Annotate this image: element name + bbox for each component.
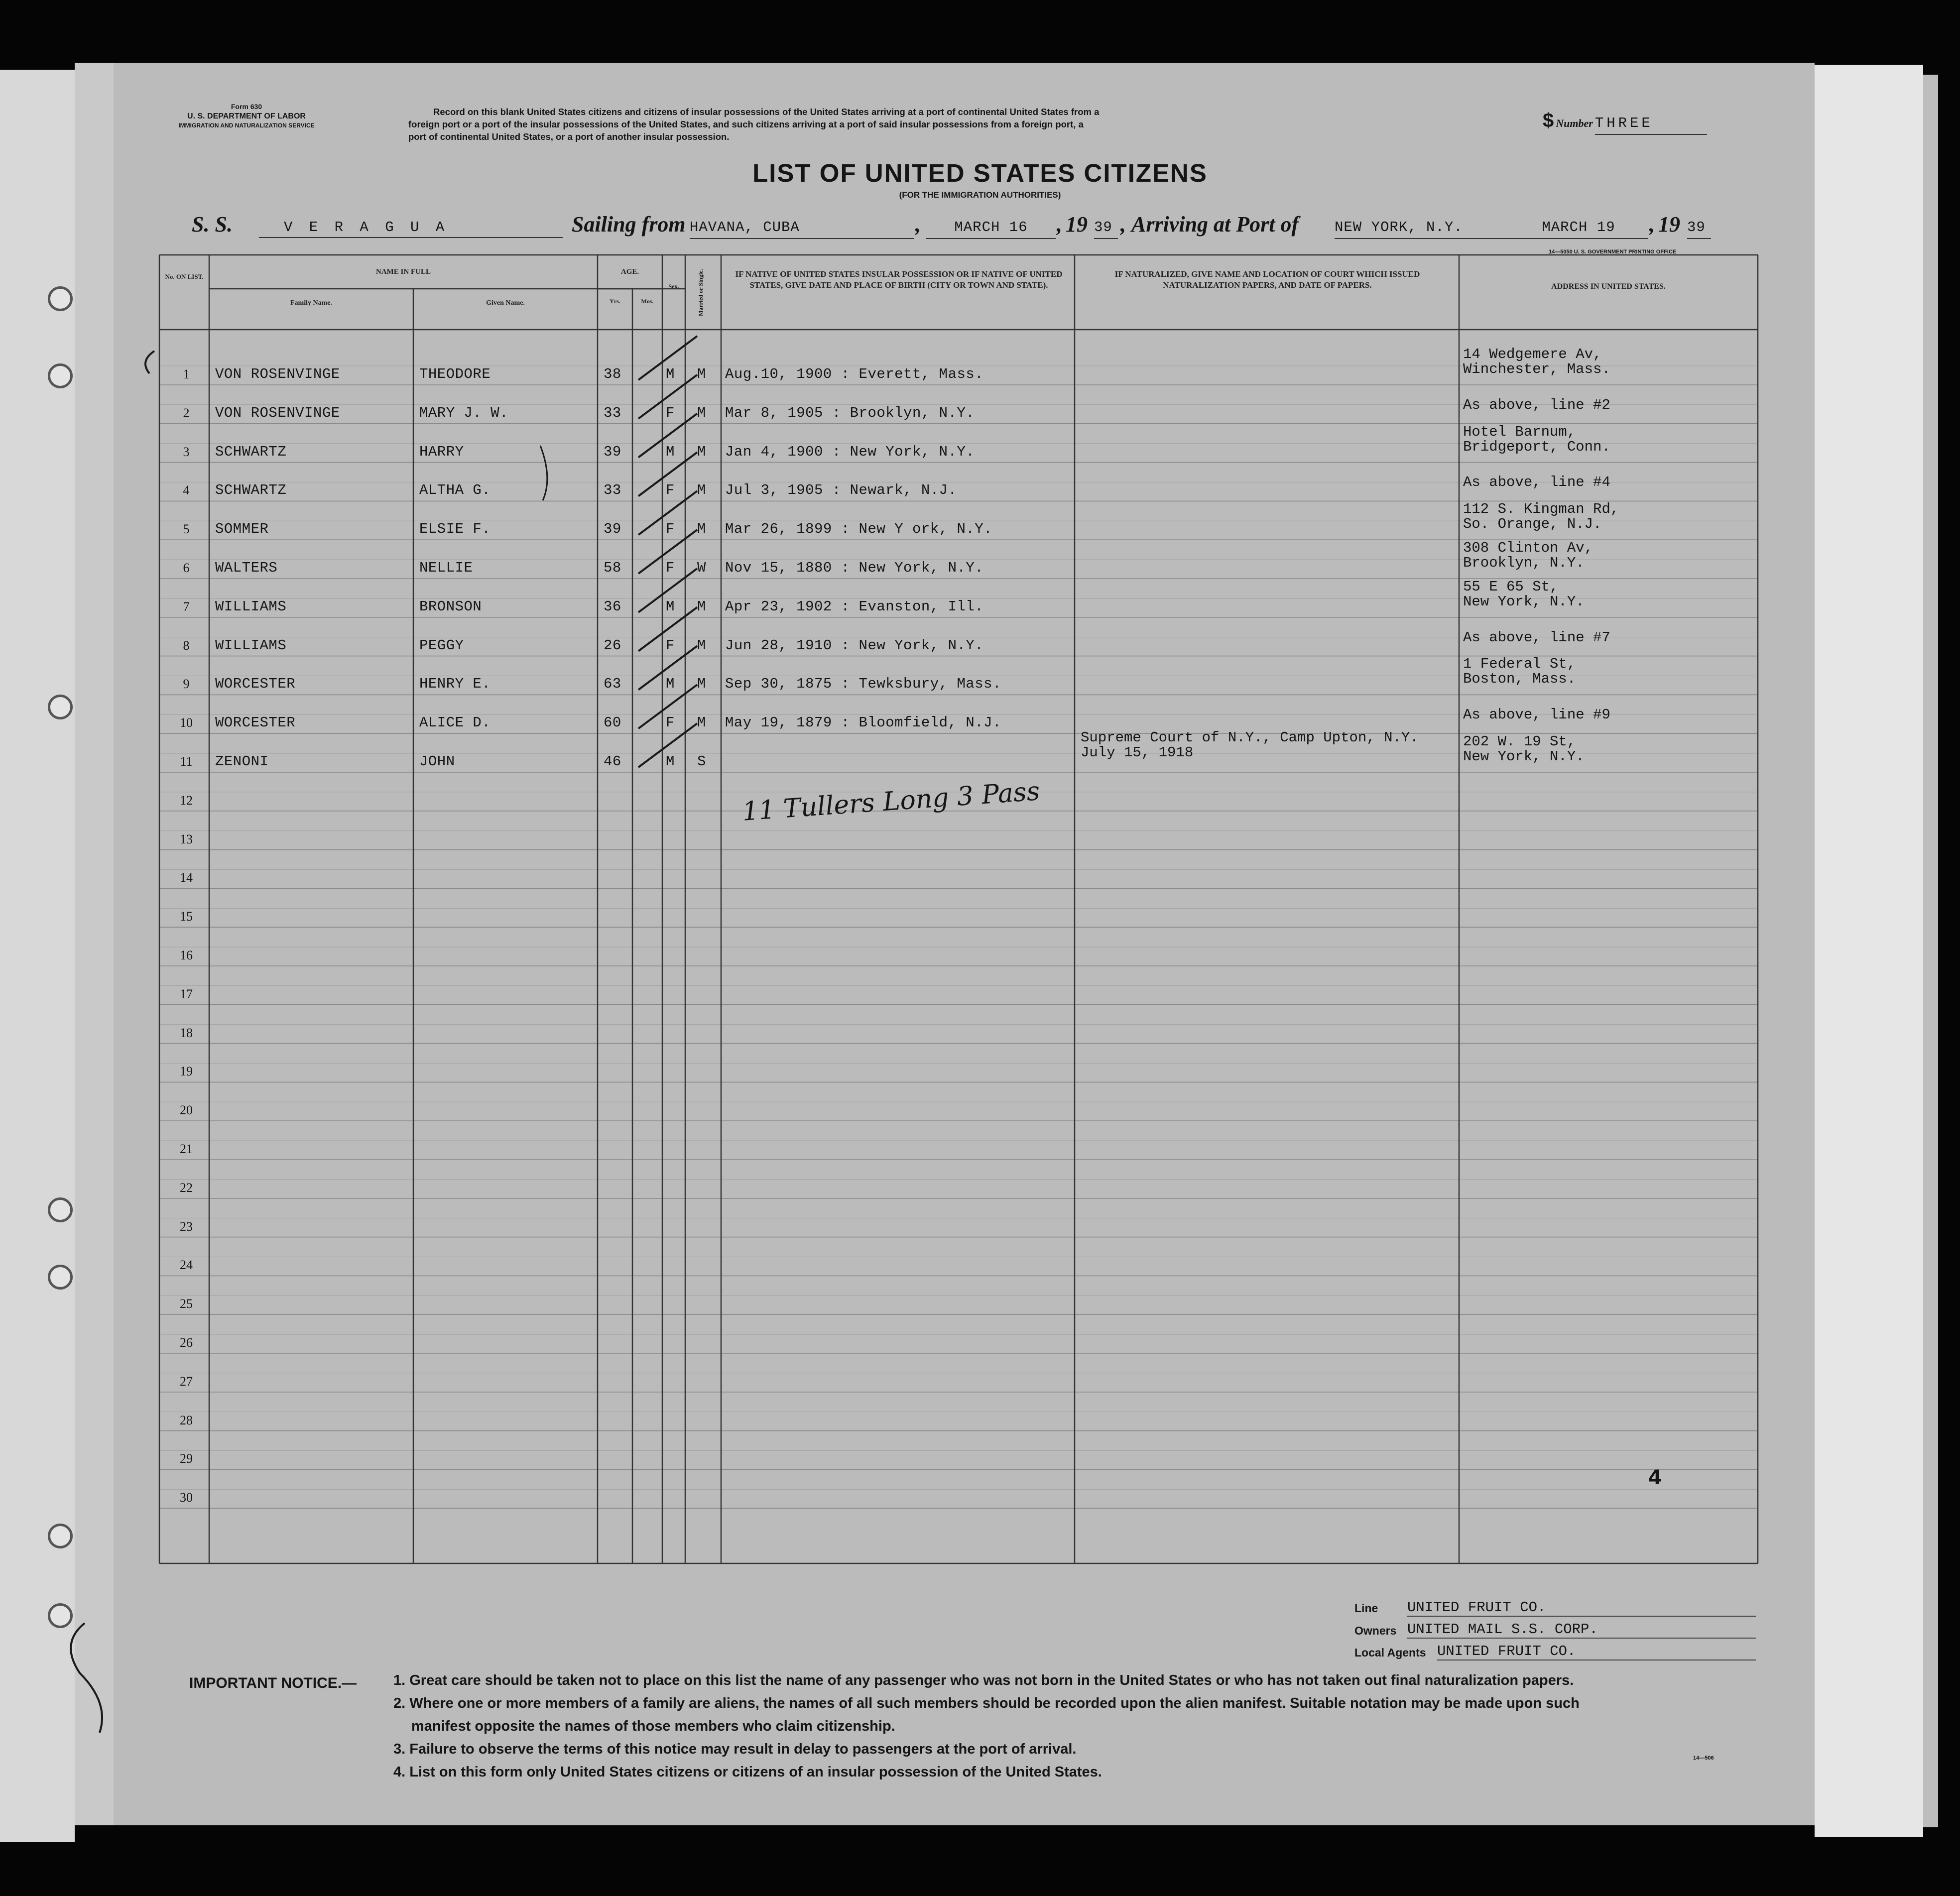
cell-birth: Apr 23, 1902 : Evanston, Ill. <box>725 598 984 615</box>
row-number: 28 <box>180 1413 193 1427</box>
number-prefix: $ <box>1543 110 1554 131</box>
cell-address-line: Hotel Barnum, <box>1463 423 1576 440</box>
cell-family: ZENONI <box>215 753 269 770</box>
col-header-naturalized: IF NATURALIZED, GIVE NAME AND LOCATION OF COURT WHICH ISSUED NATURALIZATION PAPERS, AND DATE OF PAPERS. <box>1114 269 1420 290</box>
arrival-year-prefix: 19 <box>1658 212 1680 237</box>
cell-birth: Mar 8, 1905 : Brooklyn, N.Y. <box>725 404 975 421</box>
row-number: 3 <box>183 444 190 459</box>
row-number: 9 <box>183 677 190 692</box>
cell-family: WILLIAMS <box>215 637 287 654</box>
cell-birth: Jul 3, 1905 : Newark, N.J. <box>725 482 957 499</box>
col-header-name-in-full: NAME IN FULL <box>375 268 431 276</box>
row-number: 8 <box>183 638 190 653</box>
col-header-family-name: Family Name. <box>290 299 332 307</box>
check-tick <box>638 569 697 612</box>
gpo-mark: 14—5050 U. S. GOVERNMENT PRINTING OFFICE <box>1549 249 1677 255</box>
cell-status: M <box>697 598 706 615</box>
cell-given: HARRY <box>419 443 464 460</box>
notice-item: 2. Where one or more members of a family are aliens, the names of all such members should be recorded upon the alien manifest. Suitable notation may be made upon such <box>393 1695 1580 1711</box>
arrival-port: NEW YORK, N.Y. <box>1335 219 1509 239</box>
row-number: 24 <box>180 1258 193 1273</box>
row-number: 4 <box>183 483 190 498</box>
cell-address-line: 202 W. 19 St, <box>1463 733 1576 750</box>
col-header-yrs: Yrs. <box>610 298 620 305</box>
cell-age: 63 <box>604 676 621 693</box>
row-number: 26 <box>180 1335 193 1350</box>
agents-label: Local Agents <box>1354 1646 1426 1659</box>
cell-family: SCHWARTZ <box>215 482 287 499</box>
sailing-port: HAVANA, CUBA <box>690 219 914 239</box>
cell-age: 60 <box>604 714 621 731</box>
cell-sex: F <box>666 404 675 421</box>
cell-status: M <box>697 443 706 460</box>
number-label: Number <box>1556 117 1593 129</box>
row-number: 22 <box>180 1180 193 1195</box>
check-tick <box>638 414 697 458</box>
row-number: 2 <box>183 405 190 420</box>
cell-sex: M <box>666 676 675 693</box>
cell-given: BRONSON <box>419 598 482 615</box>
owners-value: UNITED MAIL S.S. CORP. <box>1407 1621 1756 1639</box>
cell-status: W <box>697 560 706 576</box>
cell-address-line: 1 Federal St, <box>1463 656 1576 673</box>
cell-status: M <box>697 676 706 693</box>
cell-age: 58 <box>604 560 621 576</box>
row-number: 21 <box>180 1142 193 1156</box>
row-number: 14 <box>180 870 193 885</box>
number-value: THREE <box>1595 115 1707 135</box>
cell-given: PEGGY <box>419 637 464 654</box>
cell-family: WORCESTER <box>215 676 296 693</box>
check-tick <box>638 646 697 693</box>
row-number: 16 <box>180 948 193 962</box>
col-header-mos: Mos. <box>641 298 654 305</box>
check-tick <box>638 723 697 767</box>
cell-birth: Mar 26, 1899 : New Y ork, N.Y. <box>725 521 993 538</box>
col-header-married-single: Married or Single. <box>697 269 704 316</box>
check-tick <box>638 530 697 574</box>
cell-family: SOMMER <box>215 521 269 538</box>
cell-status: M <box>697 637 706 654</box>
sailing-year: 39 <box>1094 219 1118 239</box>
cell-address-line: 308 Clinton Av, <box>1463 540 1593 556</box>
cell-age: 46 <box>604 753 621 770</box>
row-number: 27 <box>180 1374 193 1389</box>
line-label: Line <box>1354 1602 1378 1615</box>
cell-given: THEODORE <box>419 366 491 382</box>
cell-address-line: New York, N.Y. <box>1463 593 1585 610</box>
cell-sex: F <box>666 521 675 538</box>
cell-status: M <box>697 404 706 421</box>
cell-address-line: Bridgeport, Conn. <box>1463 438 1610 455</box>
cell-age: 33 <box>604 404 621 421</box>
col-header-sex: Sex. <box>668 283 679 290</box>
notice-label: IMPORTANT NOTICE.— <box>189 1675 357 1691</box>
instruction-line: Record on this blank United States citizens and citizens of insular possessions of the United States arriving at a port of continental United States from a <box>433 107 1100 117</box>
cell-status: M <box>697 482 706 499</box>
cell-birth: May 19, 1879 : Bloomfield, N.J. <box>725 714 1001 731</box>
cell-age: 33 <box>604 482 621 499</box>
cell-age: 38 <box>604 366 621 382</box>
cell-address-line: Brooklyn, N.Y. <box>1463 555 1585 571</box>
cell-family: WORCESTER <box>215 714 296 731</box>
cell-family: VON ROSENVINGE <box>215 404 340 421</box>
form-number: Form 630 <box>231 103 262 111</box>
row-number: 18 <box>180 1025 193 1040</box>
cell-given: JOHN <box>419 753 455 770</box>
cell-status: M <box>697 366 706 382</box>
row-number: 30 <box>180 1490 193 1505</box>
cell-given: MARY J. W. <box>419 404 509 421</box>
col-header-age: AGE. <box>620 268 639 276</box>
row-number: 19 <box>180 1064 193 1079</box>
cell-age: 39 <box>604 521 621 538</box>
cell-sex: F <box>666 560 675 576</box>
cell-address-line: 55 E 65 St, <box>1463 578 1559 595</box>
agents-value: UNITED FRUIT CO. <box>1437 1643 1756 1660</box>
instruction-line: port of continental United States, or a port of another insular possession. <box>408 131 730 142</box>
cell-address-line: As above, line #2 <box>1463 396 1610 413</box>
vessel-name: V E R A G U A <box>259 219 563 238</box>
cell-given: NELLIE <box>419 560 473 576</box>
cell-given: ELSIE F. <box>419 521 491 538</box>
handwritten-note: 11 Tullers Long 3 Pass <box>741 776 1041 827</box>
cell-family: SCHWARTZ <box>215 443 287 460</box>
col-header-no: No. ON LIST. <box>165 273 204 280</box>
cell-sex: M <box>666 443 675 460</box>
cell-status: M <box>697 521 706 538</box>
arrival-date: MARCH 19 <box>1509 219 1648 239</box>
cell-birth: Aug.10, 1900 : Everett, Mass. <box>725 366 984 382</box>
check-tick <box>638 607 697 651</box>
cell-birth: Jan 4, 1900 : New York, N.Y. <box>725 443 975 460</box>
cell-age: 26 <box>604 637 621 654</box>
cell-status: M <box>697 714 706 731</box>
row-number: 11 <box>180 754 193 769</box>
cell-address-line: 14 Wedgemere Av, <box>1463 346 1602 362</box>
page-subtitle: (FOR THE IMMIGRATION AUTHORITIES) <box>899 190 1061 200</box>
col-header-given-name: Given Name. <box>486 299 525 307</box>
service-name: IMMIGRATION AND NATURALIZATION SERVICE <box>178 122 315 129</box>
sailing-date: MARCH 16 <box>926 219 1056 239</box>
cell-given: ALTHA G. <box>419 482 491 499</box>
cell-sex: M <box>666 598 675 615</box>
line-value: UNITED FRUIT CO. <box>1407 1599 1756 1617</box>
row-number: 10 <box>180 715 193 730</box>
cell-family: WILLIAMS <box>215 598 287 615</box>
cell-sex: M <box>666 753 675 770</box>
row-number: 1 <box>183 367 190 381</box>
instruction-line: foreign port or a port of the insular possessions of the United States, and such citizens arriving at a port of said insular possessions from a foreign port, a <box>408 119 1084 129</box>
row-number: 6 <box>183 561 190 575</box>
cell-address-line: As above, line #4 <box>1463 474 1610 491</box>
row-number: 13 <box>180 831 193 846</box>
notice-item: 3. Failure to observe the terms of this notice may result in delay to passengers at the port of arrival. <box>393 1741 1077 1757</box>
check-tick <box>638 685 697 728</box>
row-number: 29 <box>180 1451 193 1466</box>
cell-sex: F <box>666 482 675 499</box>
col-header-address: ADDRESS IN UNITED STATES. <box>1551 282 1666 291</box>
cell-birth: Jun 28, 1910 : New York, N.Y. <box>725 637 984 654</box>
row-number: 25 <box>180 1297 193 1311</box>
cell-status: S <box>697 753 706 770</box>
col-header-birth: IF NATIVE OF UNITED STATES INSULAR POSSESSION OR IF NATIVE OF UNITED STATES, GIVE DATE AND PLACE OF BIRTH (CITY OR TOWN AND STATE). <box>735 269 1063 290</box>
cell-sex: M <box>666 366 675 382</box>
ss-label: S. S. <box>192 212 233 237</box>
row-number: 12 <box>180 793 193 808</box>
arriving-label: Arriving at Port of <box>1131 212 1299 237</box>
row-number: 17 <box>180 986 193 1001</box>
handwritten-page-number: 4 <box>1648 1466 1662 1489</box>
cell-given: ALICE D. <box>419 714 491 731</box>
form-code: 14—506 <box>1693 1755 1714 1761</box>
row-number: 15 <box>180 909 193 924</box>
cell-family: VON ROSENVINGE <box>215 366 340 382</box>
cell-naturalization: Supreme Court of N.Y., Camp Upton, N.Y. July 15, 1918 <box>1081 729 1419 761</box>
check-tick <box>638 452 697 499</box>
cell-birth: Nov 15, 1880 : New York, N.Y. <box>725 560 984 576</box>
sailing-label: Sailing from <box>572 212 686 237</box>
cell-address-line: As above, line #9 <box>1463 707 1610 723</box>
row-number: 7 <box>183 599 190 614</box>
cell-family: WALTERS <box>215 560 278 576</box>
cell-given: HENRY E. <box>419 676 491 693</box>
check-tick <box>638 375 697 419</box>
owners-label: Owners <box>1354 1624 1397 1637</box>
row-number: 23 <box>180 1219 193 1234</box>
cell-birth: Sep 30, 1875 : Tewksbury, Mass. <box>725 676 1001 693</box>
cell-address-line: Boston, Mass. <box>1463 671 1576 688</box>
page-title: LIST OF UNITED STATES CITIZENS <box>752 159 1208 187</box>
arrival-year: 39 <box>1687 219 1711 239</box>
check-tick <box>638 336 697 380</box>
sailing-year-prefix: 19 <box>1066 212 1088 237</box>
row-number: 20 <box>180 1103 193 1118</box>
notice-item: manifest opposite the names of those members who claim citizenship. <box>411 1718 895 1734</box>
notice-item: 4. List on this form only United States citizens or citizens of an insular possession of the United States. <box>393 1764 1102 1780</box>
cell-address-line: 112 S. Kingman Rd, <box>1463 501 1619 518</box>
cell-address-line: Winchester, Mass. <box>1463 361 1610 377</box>
cell-address-line: So. Orange, N.J. <box>1463 516 1602 533</box>
check-tick <box>638 491 697 538</box>
notice-item: 1. Great care should be taken not to place on this list the name of any passenger who was not born in the United States or who has not taken out final naturalization papers. <box>393 1672 1574 1688</box>
cell-address-line: As above, line #7 <box>1463 629 1610 646</box>
cell-sex: F <box>666 714 675 731</box>
department-name: U. S. DEPARTMENT OF LABOR <box>187 112 306 120</box>
row-number: 5 <box>183 522 190 537</box>
cell-age: 36 <box>604 598 621 615</box>
cell-age: 39 <box>604 443 621 460</box>
cell-sex: F <box>666 637 675 654</box>
cell-address-line: New York, N.Y. <box>1463 748 1585 765</box>
important-notice <box>393 1669 1580 1783</box>
